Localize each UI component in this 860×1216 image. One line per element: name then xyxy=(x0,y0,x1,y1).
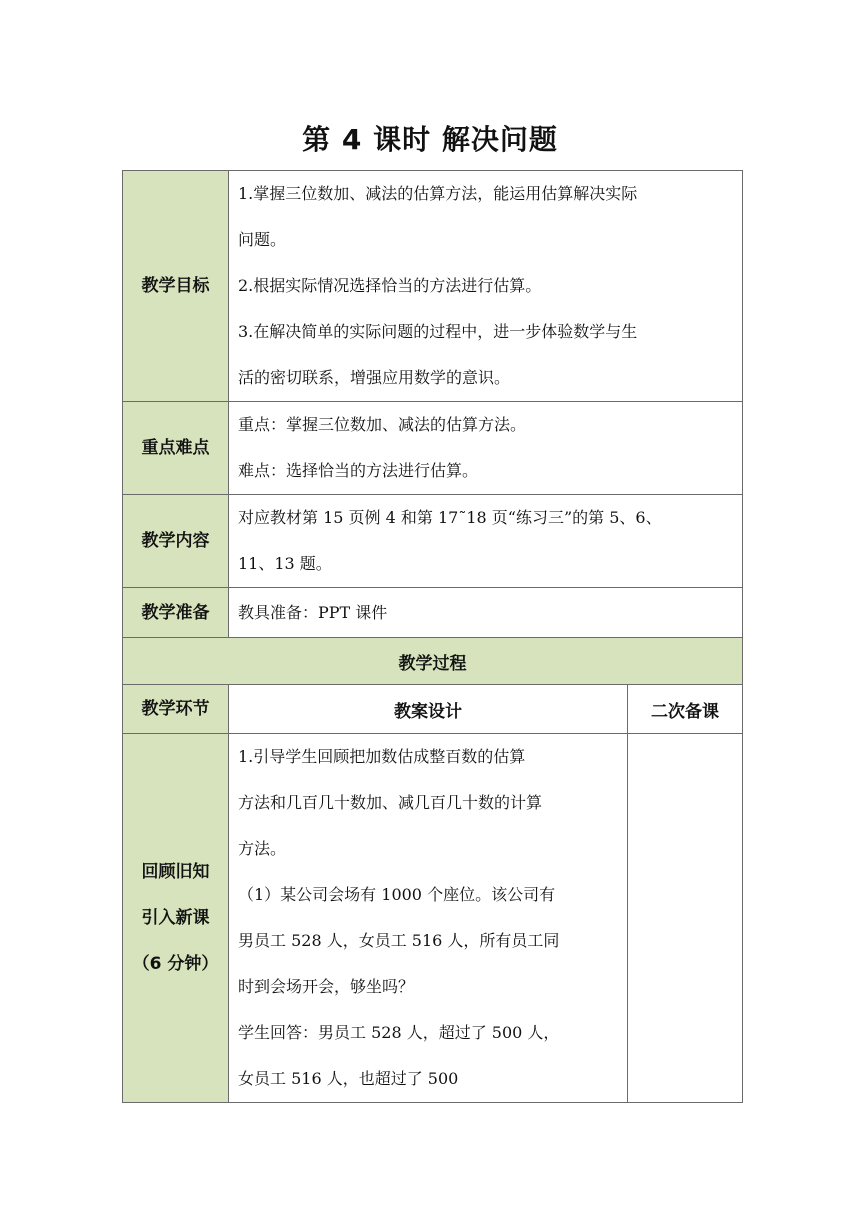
review-label xyxy=(123,734,229,1103)
content-line: 对应教材第 15 页例 4 和第 17˜18 页“练习三”的第 5、6、 xyxy=(238,508,662,527)
prep-label: 教学准备 xyxy=(123,588,229,638)
goals-line: 3.在解决简单的实际问题的过程中，进一步体验数学与生 xyxy=(238,322,638,341)
page-title: 第 4 课时 解决问题 xyxy=(302,123,558,156)
goals-line: 问题。 xyxy=(238,230,287,249)
col-design-header: 教案设计 xyxy=(229,685,628,734)
content-row xyxy=(123,495,743,588)
goals-content xyxy=(229,171,743,402)
keypoints-content xyxy=(229,402,743,495)
keypoints-label: 重点难点 xyxy=(123,402,229,495)
prep-content: 教具准备：PPT 课件 xyxy=(229,588,743,638)
lesson-plan-table xyxy=(122,170,743,1103)
review-line: 学生回答：男员工 528 人，超过了 500 人， xyxy=(238,1023,560,1042)
goals-label: 教学目标 xyxy=(123,171,229,402)
column-header-row xyxy=(123,685,743,734)
keypoints-line: 难点：选择恰当的方法进行估算。 xyxy=(238,461,479,480)
review-label-line: 引入新课 xyxy=(141,908,210,928)
review-line: （1）某公司会场有 1000 个座位。该公司有 xyxy=(238,885,556,904)
review-line: 男员工 528 人，女员工 516 人，所有员工同 xyxy=(238,931,560,950)
review-line: 时到会场开会，够坐吗？ xyxy=(238,977,415,996)
content-content xyxy=(229,495,743,588)
review-label-line: （6 分钟） xyxy=(132,954,219,974)
review-second-prep xyxy=(628,734,743,1103)
review-line: 1.引导学生回顾把加数估成整百数的估算 xyxy=(238,747,526,766)
review-row xyxy=(123,734,743,1103)
process-header: 教学过程 xyxy=(123,638,743,685)
content-label: 教学内容 xyxy=(123,495,229,588)
content-line: 11、13 题。 xyxy=(238,554,332,573)
goals-line: 1.掌握三位数加、减法的估算方法，能运用估算解决实际 xyxy=(238,184,638,203)
goals-line: 活的密切联系，增强应用数学的意识。 xyxy=(238,368,511,387)
keypoints-line: 重点：掌握三位数加、减法的估算方法。 xyxy=(238,415,527,434)
prep-row xyxy=(123,588,743,638)
review-line: 女员工 516 人，也超过了 500 xyxy=(238,1069,459,1088)
review-content xyxy=(229,734,628,1103)
process-header-row xyxy=(123,638,743,685)
col-stage-header: 教学环节 xyxy=(123,685,229,734)
keypoints-row xyxy=(123,402,743,495)
goals-line: 2.根据实际情况选择恰当的方法进行估算。 xyxy=(238,276,542,295)
review-line: 方法和几百几十数加、减几百几十数的计算 xyxy=(238,793,543,812)
review-line: 方法。 xyxy=(238,839,287,858)
review-label-line: 回顾旧知 xyxy=(141,862,210,882)
col-second-header: 二次备课 xyxy=(628,685,743,734)
goals-row xyxy=(123,171,743,402)
